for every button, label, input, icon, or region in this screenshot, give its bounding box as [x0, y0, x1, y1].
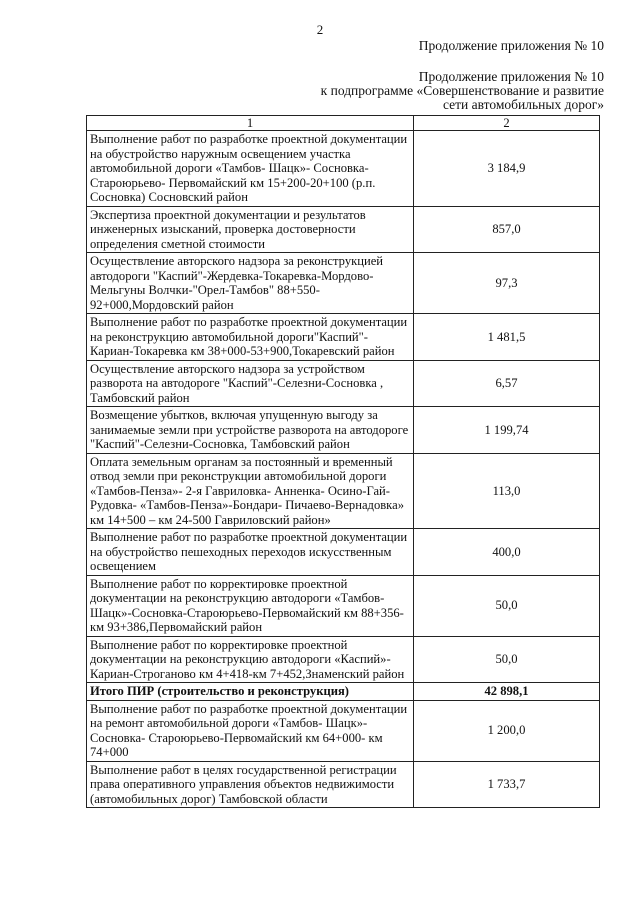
table-row	[87, 700, 600, 761]
amount-cell: 1 200,0	[414, 700, 600, 761]
page-number: 2	[316, 22, 324, 37]
work-description-cell: Выполнение работ по разработке проектной документации на обустройство наружным освещением участка автомобильной дороги «Тамбов- Шацк»- Сосновка- Староюрьево- Первомайский км 15+200-20+100 (р.п. Сосновка) Сосновский район	[87, 131, 414, 207]
amount-cell: 1 733,7	[414, 761, 600, 808]
amount-cell: 113,0	[414, 453, 600, 529]
amount-cell: 50,0	[414, 636, 600, 683]
work-description-cell: Выполнение работ по корректировке проектной документации на реконструкцию автодороги «Тамбов-Шацк»-Сосновка-Староюрьево-Первомайский км 88+356-км 93+386,Первомайский район	[87, 575, 414, 636]
table-row	[87, 314, 600, 361]
work-description-cell: Осуществление авторского надзора за устройством разворота на автодороге "Каспий"-Селезни-Сосновка , Тамбовский район	[87, 360, 414, 407]
table-total-row	[87, 683, 600, 701]
table-row	[87, 407, 600, 454]
amount-cell: 97,3	[414, 253, 600, 314]
work-description-cell: Выполнение работ по корректировке проектной документации на реконструкцию автодороги «Каспий»-Кариан-Строганово км 4+418-км 7+452,Знаменский район	[87, 636, 414, 683]
work-description-cell: Выполнение работ по разработке проектной документации на обустройство пешеходных переходов искусственным освещением	[87, 529, 414, 576]
table-row	[87, 761, 600, 808]
work-description-cell: Экспертиза проектной документации и результатов инженерных изысканий, проверка достоверности определения сметной стоимости	[87, 206, 414, 253]
table-row	[87, 360, 600, 407]
table-row	[87, 206, 600, 253]
expenses-table	[86, 115, 600, 808]
amount-cell: 6,57	[414, 360, 600, 407]
header-block-line-3: сети автомобильных дорог»	[443, 97, 604, 112]
amount-cell: 400,0	[414, 529, 600, 576]
header-block-line-2: к подпрограмме «Совершенствование и развитие	[320, 83, 604, 98]
work-description-cell: Возмещение убытков, включая упущенную выгоду за занимаемые земли при устройстве разворота на автодороге "Каспий"-Селезни-Сосновка, Тамбовский район	[87, 407, 414, 454]
table-row	[87, 453, 600, 529]
work-description-cell: Оплата земельным органам за постоянный и временный отвод земли при реконструкции автомобильной дороги «Тамбов-Пенза»- 2-я Гавриловка- Анненка- Осино-Гай-Рудовка- «Тамбов-Пенза»-Бондари- Пичаево-Вернадовка» км 14+500 – км 24-500 Гавриловский район»	[87, 453, 414, 529]
work-description-cell: Выполнение работ в целях государственной регистрации права оперативного управления объектов недвижимости (автомобильных дорог) Тамбовской области	[87, 761, 414, 808]
table-row	[87, 636, 600, 683]
amount-cell: 3 184,9	[414, 131, 600, 207]
appendix-header-block	[321, 70, 604, 112]
work-description-cell: Осуществление авторского надзора за реконструкцией автодороги "Каспий"-Жердевка-Токаревка-Мордово-Мельгуны Волчки-"Орел-Тамбов" 88+550-92+000,Мордовский район	[87, 253, 414, 314]
table-row	[87, 253, 600, 314]
work-description-cell: Итого ПИР (строительство и реконструкция)	[87, 683, 414, 701]
table-row	[87, 575, 600, 636]
column-header-1: 1	[87, 116, 414, 131]
amount-cell: 1 199,74	[414, 407, 600, 454]
header-block-line-1: Продолжение приложения № 10	[418, 69, 604, 84]
table-header-row	[87, 116, 600, 131]
amount-cell: 1 481,5	[414, 314, 600, 361]
work-description-cell: Выполнение работ по разработке проектной документации на ремонт автомобильной дороги «Тамбов- Шацк»- Сосновка- Староюрьево-Первомайский км 64+000- км 74+000	[87, 700, 414, 761]
column-header-2: 2	[414, 116, 600, 131]
amount-cell: 50,0	[414, 575, 600, 636]
table-row	[87, 131, 600, 207]
amount-cell: 857,0	[414, 206, 600, 253]
expenses-table-body	[87, 116, 600, 808]
table-row	[87, 529, 600, 576]
work-description-cell: Выполнение работ по разработке проектной документации на реконструкцию автомобильной дороги"Каспий"-Кариан-Токаревка км 38+000-53+900,Токаревский район	[87, 314, 414, 361]
appendix-continuation-label: Продолжение приложения № 10	[418, 38, 604, 53]
amount-cell: 42 898,1	[414, 683, 600, 701]
